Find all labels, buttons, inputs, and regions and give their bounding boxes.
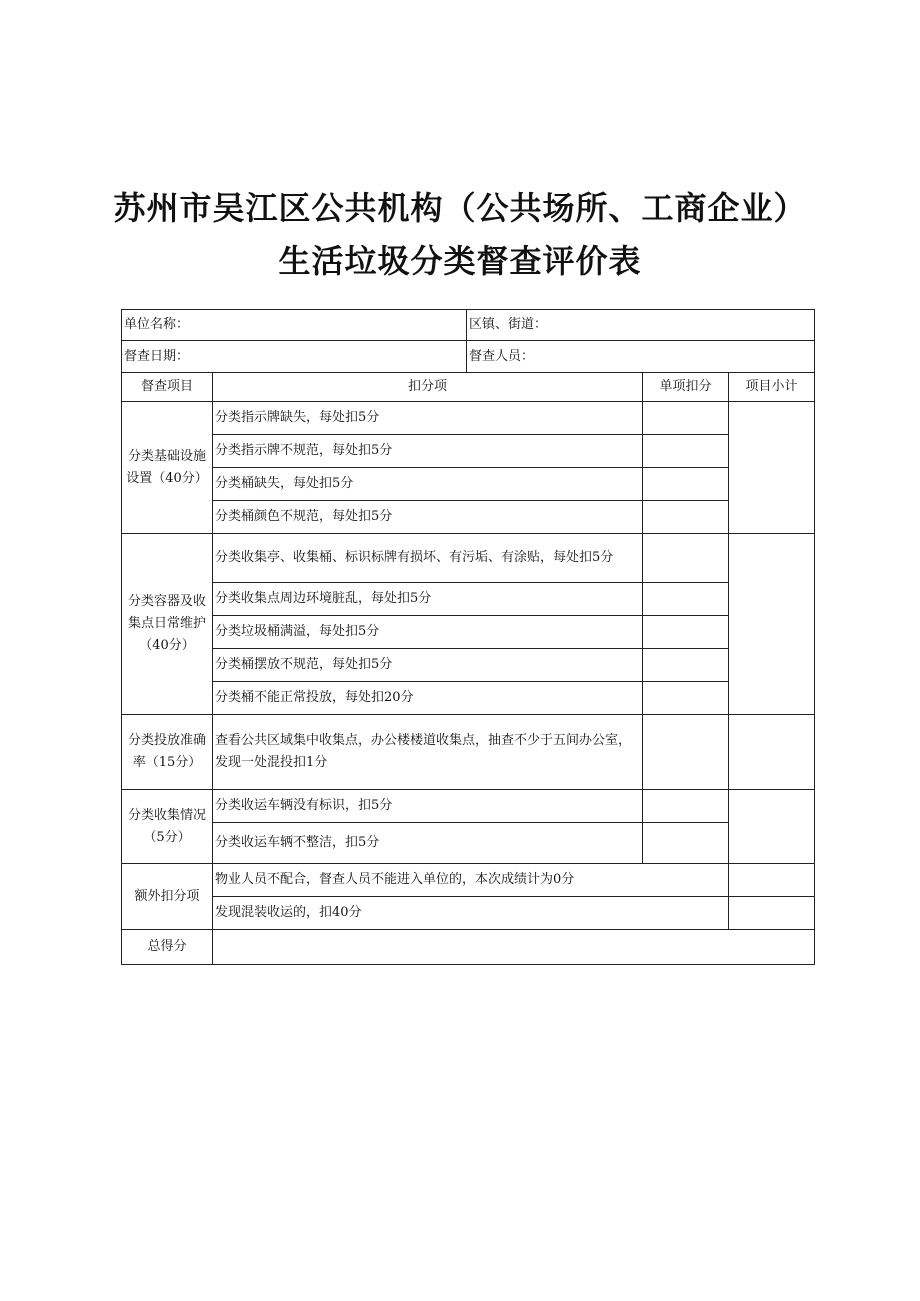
category-infrastructure: 分类基础设施设置（40分） — [122, 402, 213, 534]
category-accuracy: 分类投放准确率（15分） — [122, 715, 213, 790]
table-row — [122, 682, 815, 715]
table-row — [122, 649, 815, 682]
category-maintenance: 分类容器及收集点日常维护（40分） — [122, 534, 213, 715]
table-row — [122, 402, 815, 435]
page-title-line2: 生活垃圾分类督查评价表 — [278, 242, 642, 280]
table-row — [122, 897, 815, 930]
total-score-label: 总得分 — [122, 930, 213, 965]
district-field[interactable]: 区镇、街道： — [467, 310, 815, 341]
unit-name-field[interactable]: 单位名称： — [122, 310, 467, 341]
deduction-item: 查看公共区域集中收集点，办公楼楼道收集点，抽查不少于五间办公室，发现一处混投扣1分 — [213, 715, 643, 790]
single-deduction-cell[interactable] — [643, 715, 729, 790]
deduction-item: 分类桶不能正常投放，每处扣20分 — [213, 682, 643, 715]
single-deduction-cell[interactable] — [643, 823, 729, 864]
table-row — [122, 616, 815, 649]
inspector-field[interactable]: 督查人员： — [467, 341, 815, 373]
single-deduction-cell[interactable] — [643, 501, 729, 534]
deduction-item: 分类垃圾桶满溢，每处扣5分 — [213, 616, 643, 649]
page-title-line1: 苏州市吴江区公共机构（公共场所、工商企业） — [113, 189, 807, 227]
deduction-item: 分类桶摆放不规范，每处扣5分 — [213, 649, 643, 682]
table-row — [122, 583, 815, 616]
deduction-item: 分类收集亭、收集桶、标识标牌有损坏、有污垢、有涂贴，每处扣5分 — [213, 534, 643, 583]
single-deduction-cell[interactable] — [643, 583, 729, 616]
table-row — [122, 534, 815, 583]
header-item: 督查项目 — [122, 373, 213, 402]
table-row — [122, 501, 815, 534]
category-extra-deductions: 额外扣分项 — [122, 864, 213, 930]
table-row — [122, 468, 815, 501]
subtotal-cell[interactable] — [729, 534, 815, 715]
table-row — [122, 715, 815, 790]
total-score-cell[interactable] — [213, 930, 815, 965]
info-row-2 — [122, 341, 815, 373]
header-deduction-item: 扣分项 — [213, 373, 643, 402]
deduction-item: 分类桶缺失，每处扣5分 — [213, 468, 643, 501]
subtotal-cell[interactable] — [729, 715, 815, 790]
header-row — [122, 373, 815, 402]
total-row — [122, 930, 815, 965]
subtotal-cell[interactable] — [729, 897, 815, 930]
single-deduction-cell[interactable] — [643, 616, 729, 649]
inspection-date-field[interactable]: 督查日期： — [122, 341, 467, 373]
inspection-form-table — [121, 309, 815, 965]
header-subtotal: 项目小计 — [729, 373, 815, 402]
single-deduction-cell[interactable] — [643, 682, 729, 715]
category-collection: 分类收集情况（5分） — [122, 790, 213, 864]
table-row — [122, 435, 815, 468]
single-deduction-cell[interactable] — [643, 649, 729, 682]
header-single-deduction: 单项扣分 — [643, 373, 729, 402]
subtotal-cell[interactable] — [729, 402, 815, 534]
single-deduction-cell[interactable] — [643, 402, 729, 435]
subtotal-cell[interactable] — [729, 864, 815, 897]
deduction-item: 分类指示牌缺失，每处扣5分 — [213, 402, 643, 435]
single-deduction-cell[interactable] — [643, 534, 729, 583]
table-row — [122, 790, 815, 823]
deduction-item: 分类收运车辆没有标识，扣5分 — [213, 790, 643, 823]
table-row — [122, 864, 815, 897]
deduction-item: 分类收运车辆不整洁，扣5分 — [213, 823, 643, 864]
deduction-item: 分类指示牌不规范，每处扣5分 — [213, 435, 643, 468]
deduction-item: 物业人员不配合，督查人员不能进入单位的，本次成绩计为0分 — [213, 864, 729, 897]
deduction-item: 发现混装收运的，扣40分 — [213, 897, 729, 930]
single-deduction-cell[interactable] — [643, 468, 729, 501]
subtotal-cell[interactable] — [729, 790, 815, 864]
single-deduction-cell[interactable] — [643, 435, 729, 468]
deduction-item: 分类收集点周边环境脏乱，每处扣5分 — [213, 583, 643, 616]
single-deduction-cell[interactable] — [643, 790, 729, 823]
table-row — [122, 823, 815, 864]
info-row-1 — [122, 310, 815, 341]
deduction-item: 分类桶颜色不规范，每处扣5分 — [213, 501, 643, 534]
